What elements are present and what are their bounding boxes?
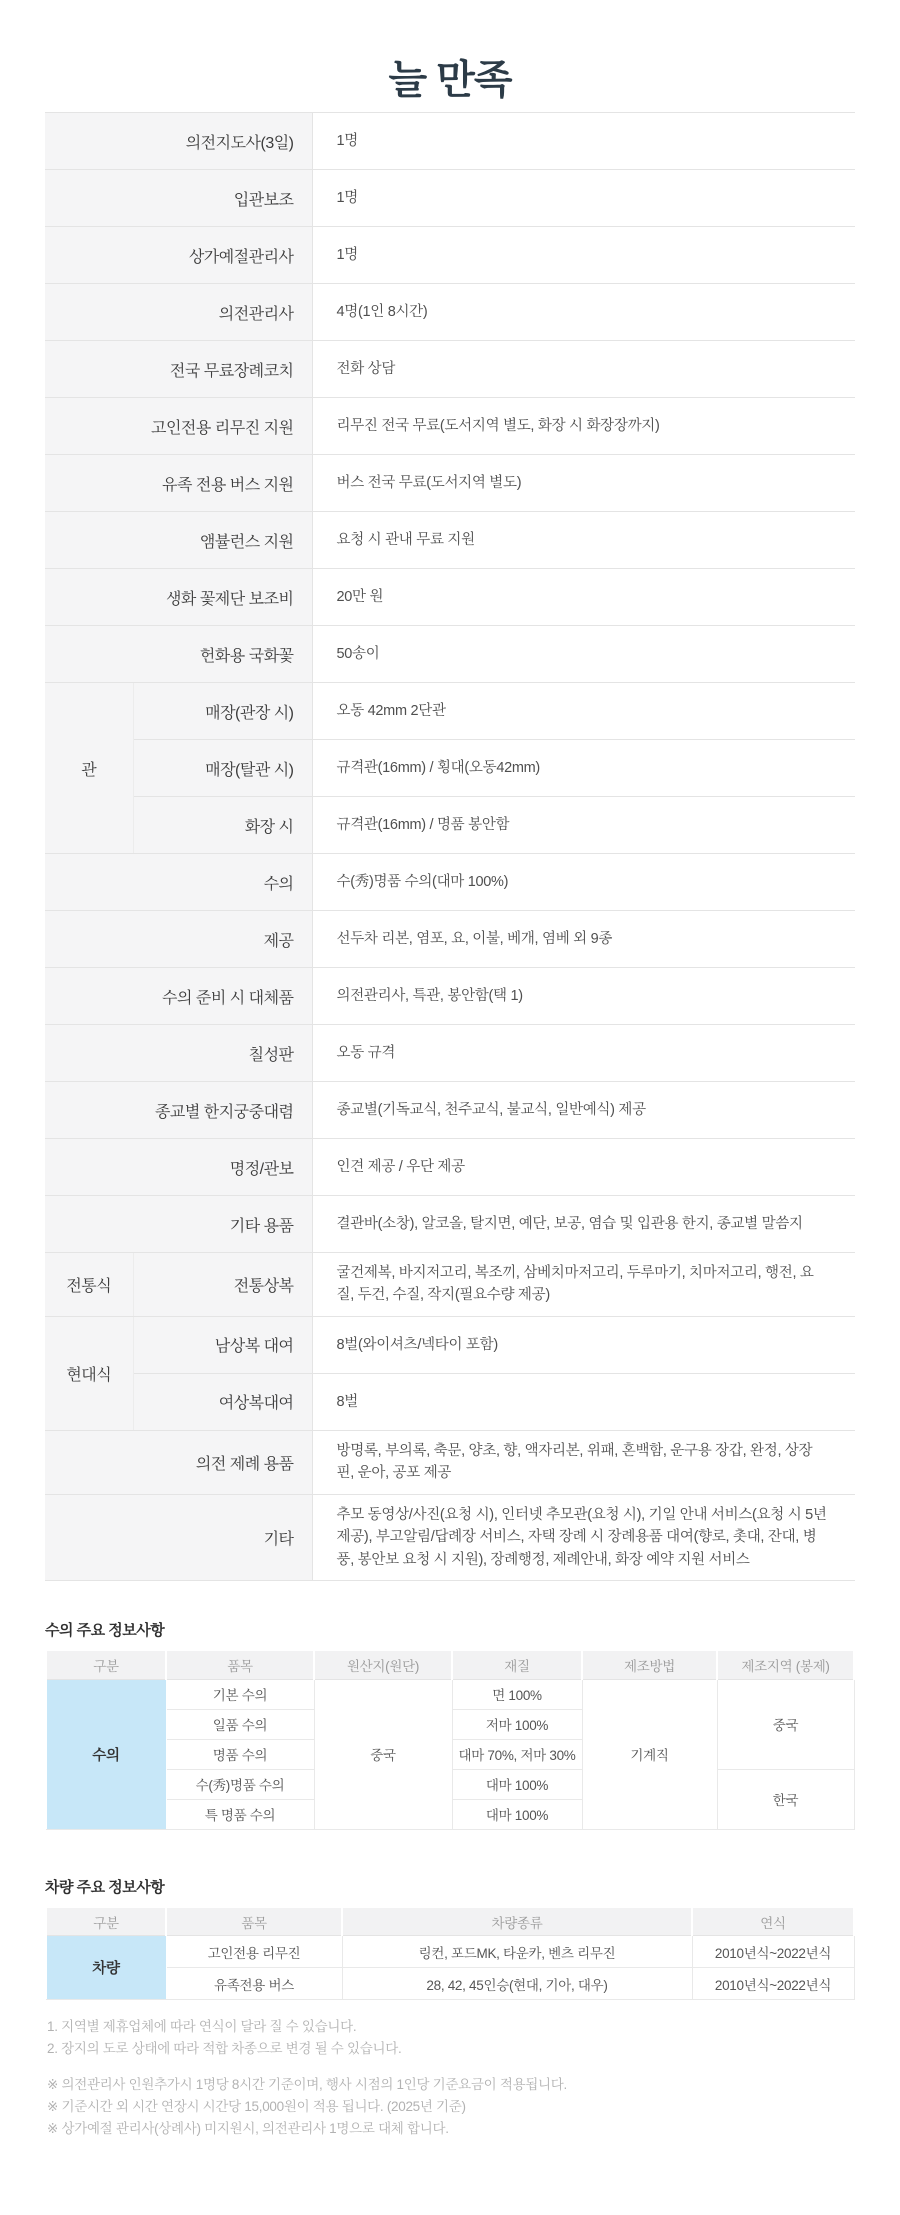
table-row (45, 854, 855, 911)
row-value: 추모 동영상/사진(요청 시), 인터넷 추모관(요청 시), 기일 안내 서비스(요청 시 5년 제공), 부고알림/답례장 서비스, 자택 장례 시 장례용품 대여(향로, 촛대, 잔대, 병풍, 봉안보 요청 시 지원), 장례행정, 제례안내, 화장 예약 지원 서비스 (312, 1494, 855, 1580)
row-label: 의전지도사(3일) (45, 113, 312, 170)
suui-info-table (45, 1651, 855, 1830)
row-label: 입관보조 (45, 170, 312, 227)
starred-footnotes (47, 2074, 867, 2139)
group-cell: 관 (45, 683, 133, 854)
column-header: 품목 (166, 1908, 342, 1936)
table-row (45, 1139, 855, 1196)
row-label: 전국 무료장례코치 (45, 341, 312, 398)
row-value: 1명 (312, 113, 855, 170)
table-row (45, 170, 855, 227)
row-value: 종교별(기독교식, 천주교식, 불교식, 일반예식) 제공 (312, 1082, 855, 1139)
row-value: 방명록, 부의록, 축문, 양초, 향, 액자리본, 위패, 혼백함, 운구용 장갑, 완정, 상장핀, 운아, 공포 제공 (312, 1430, 855, 1494)
row-label: 종교별 한지궁중대렴 (45, 1082, 312, 1139)
row-label: 매장(탈관 시) (133, 740, 312, 797)
column-header: 원산지(원단) (314, 1651, 452, 1679)
row-label: 상가예절관리사 (45, 227, 312, 284)
item-cell: 기본 수의 (166, 1679, 314, 1709)
row-value: 선두차 리본, 염포, 요, 이불, 베개, 염베 외 9종 (312, 911, 855, 968)
row-label: 여상복대여 (133, 1373, 312, 1430)
row-label: 의전 제례 용품 (45, 1430, 312, 1494)
table-row (45, 1196, 855, 1253)
material-cell: 대마 100% (452, 1769, 582, 1799)
item-cell: 특 명품 수의 (166, 1799, 314, 1829)
row-label: 제공 (45, 911, 312, 968)
origin-cell: 중국 (314, 1679, 452, 1829)
row-label: 생화 꽃제단 보조비 (45, 569, 312, 626)
row-label: 남상복 대여 (133, 1316, 312, 1373)
row-value: 오동 42mm 2단관 (312, 683, 855, 740)
material-cell: 면 100% (452, 1679, 582, 1709)
vehicle-table-header (46, 1908, 854, 1936)
vehicle-section (45, 1876, 855, 2001)
row-value: 오동 규격 (312, 1025, 855, 1082)
footnote-line: ※ 기준시간 외 시간 연장시 시간당 15,000원이 적용 됩니다. (2025년 기준) (47, 2099, 466, 2115)
row-value: 8벌(와이셔츠/넥타이 포함) (312, 1316, 855, 1373)
header-row (46, 1908, 854, 1936)
row-label: 명정/관보 (45, 1139, 312, 1196)
row-label: 헌화용 국화꽃 (45, 626, 312, 683)
row-value: 8벌 (312, 1373, 855, 1430)
table-row (45, 1430, 855, 1494)
footnote-line: ※ 상가예절 관리사(상례사) 미지원시, 의전관리사 1명으로 대체 합니다. (47, 2120, 449, 2136)
row-value: 인견 제공 / 우단 제공 (312, 1139, 855, 1196)
column-header: 재질 (452, 1651, 582, 1679)
row-label: 기타 (45, 1494, 312, 1580)
footnote-line: 2. 장지의 도로 상태에 따라 적합 차종으로 변경 될 수 있습니다. (47, 2040, 402, 2056)
main-table-body (45, 113, 855, 1581)
suui-section (45, 1619, 855, 1830)
footnote-line: 1. 지역별 제휴업체에 따라 연식이 달라 질 수 있습니다. (47, 2019, 357, 2035)
row-value: 의전관리사, 특관, 봉안함(택 1) (312, 968, 855, 1025)
table-row (45, 512, 855, 569)
row-label: 수의 준비 시 대체품 (45, 968, 312, 1025)
row-value: 1명 (312, 227, 855, 284)
table-row (45, 1494, 855, 1580)
table-row (46, 1968, 854, 2000)
table-row (45, 227, 855, 284)
group-cell: 수의 (46, 1679, 166, 1829)
item-cell: 고인전용 리무진 (166, 1936, 342, 1968)
suui-table-header (46, 1651, 854, 1679)
table-row (45, 1025, 855, 1082)
vehicle-table-body (46, 1936, 854, 2000)
suui-section-title: 수의 주요 정보사항 (45, 1622, 165, 1640)
item-cell: 명품 수의 (166, 1739, 314, 1769)
row-label: 매장(관장 시) (133, 683, 312, 740)
main-service-table (45, 112, 855, 1581)
vehicle-info-table (45, 1908, 855, 2001)
group-cell: 현대식 (45, 1316, 133, 1430)
row-label: 전통상복 (133, 1253, 312, 1317)
table-row (45, 1253, 855, 1317)
types-cell: 링컨, 포드MK, 타운카, 벤츠 리무진 (342, 1936, 692, 1968)
row-value: 수(秀)명품 수의(대마 100%) (312, 854, 855, 911)
row-value: 1명 (312, 170, 855, 227)
table-row (46, 1936, 854, 1968)
vehicle-section-title: 차량 주요 정보사항 (45, 1878, 165, 1896)
row-value: 50송이 (312, 626, 855, 683)
footnote-line: ※ 의전관리사 인원추가시 1명당 8시간 기준이며, 행사 시점의 1인당 기준요금이 적용됩니다. (47, 2077, 567, 2093)
header-row (46, 1651, 854, 1679)
material-cell: 대마 70%, 저마 30% (452, 1739, 582, 1769)
row-label: 고인전용 리무진 지원 (45, 398, 312, 455)
table-row (45, 113, 855, 170)
table-row (45, 740, 855, 797)
region-cell: 한국 (717, 1769, 854, 1829)
row-label: 기타 용품 (45, 1196, 312, 1253)
row-value: 요청 시 관내 무료 지원 (312, 512, 855, 569)
row-value: 4명(1인 8시간) (312, 284, 855, 341)
column-header: 차량종류 (342, 1908, 692, 1936)
row-value: 20만 원 (312, 569, 855, 626)
row-value: 리무진 전국 무료(도서지역 별도, 화장 시 화장장까지) (312, 398, 855, 455)
table-row (45, 911, 855, 968)
table-row (45, 1373, 855, 1430)
table-row (45, 626, 855, 683)
table-row (46, 1679, 854, 1709)
column-header: 품목 (166, 1651, 314, 1679)
page-title: 늘 만족 (388, 58, 512, 102)
types-cell: 28, 42, 45인승(현대, 기아, 대우) (342, 1968, 692, 2000)
row-value: 전화 상담 (312, 341, 855, 398)
group-cell: 전통식 (45, 1253, 133, 1317)
footnotes (47, 2016, 867, 2139)
table-row (45, 569, 855, 626)
table-row (45, 1316, 855, 1373)
table-row (45, 455, 855, 512)
table-row (45, 797, 855, 854)
years-cell: 2010년식~2022년식 (692, 1936, 854, 1968)
row-label: 화장 시 (133, 797, 312, 854)
item-cell: 일품 수의 (166, 1709, 314, 1739)
years-cell: 2010년식~2022년식 (692, 1968, 854, 2000)
method-cell: 기계직 (582, 1679, 717, 1829)
row-label: 수의 (45, 854, 312, 911)
material-cell: 저마 100% (452, 1709, 582, 1739)
row-value: 결관바(소창), 알코올, 탈지면, 예단, 보공, 염습 및 입관용 한지, 종교별 말씀지 (312, 1196, 855, 1253)
material-cell: 대마 100% (452, 1799, 582, 1829)
column-header: 연식 (692, 1908, 854, 1936)
table-row (45, 683, 855, 740)
row-label: 칠성판 (45, 1025, 312, 1082)
table-row (45, 968, 855, 1025)
column-header: 제조방법 (582, 1651, 717, 1679)
row-value: 버스 전국 무료(도서지역 별도) (312, 455, 855, 512)
numbered-footnotes (47, 2016, 867, 2059)
column-header: 구분 (46, 1908, 166, 1936)
row-value: 규격관(16mm) / 횡대(오동42mm) (312, 740, 855, 797)
table-row (45, 1082, 855, 1139)
row-label: 유족 전용 버스 지원 (45, 455, 312, 512)
table-row (45, 398, 855, 455)
table-row (45, 284, 855, 341)
column-header: 제조지역 (봉제) (717, 1651, 854, 1679)
row-label: 앰뷸런스 지원 (45, 512, 312, 569)
column-header: 구분 (46, 1651, 166, 1679)
group-cell: 차량 (46, 1936, 166, 2000)
item-cell: 유족전용 버스 (166, 1968, 342, 2000)
row-value: 굴건제복, 바지저고리, 복조끼, 삼베치마저고리, 두루마기, 치마저고리, 행전, 요질, 두건, 수질, 작지(필요수량 제공) (312, 1253, 855, 1317)
row-label: 의전관리사 (45, 284, 312, 341)
item-cell: 수(秀)명품 수의 (166, 1769, 314, 1799)
suui-table-body (46, 1679, 854, 1829)
row-value: 규격관(16mm) / 명품 봉안함 (312, 797, 855, 854)
table-row (45, 341, 855, 398)
region-cell: 중국 (717, 1679, 854, 1769)
